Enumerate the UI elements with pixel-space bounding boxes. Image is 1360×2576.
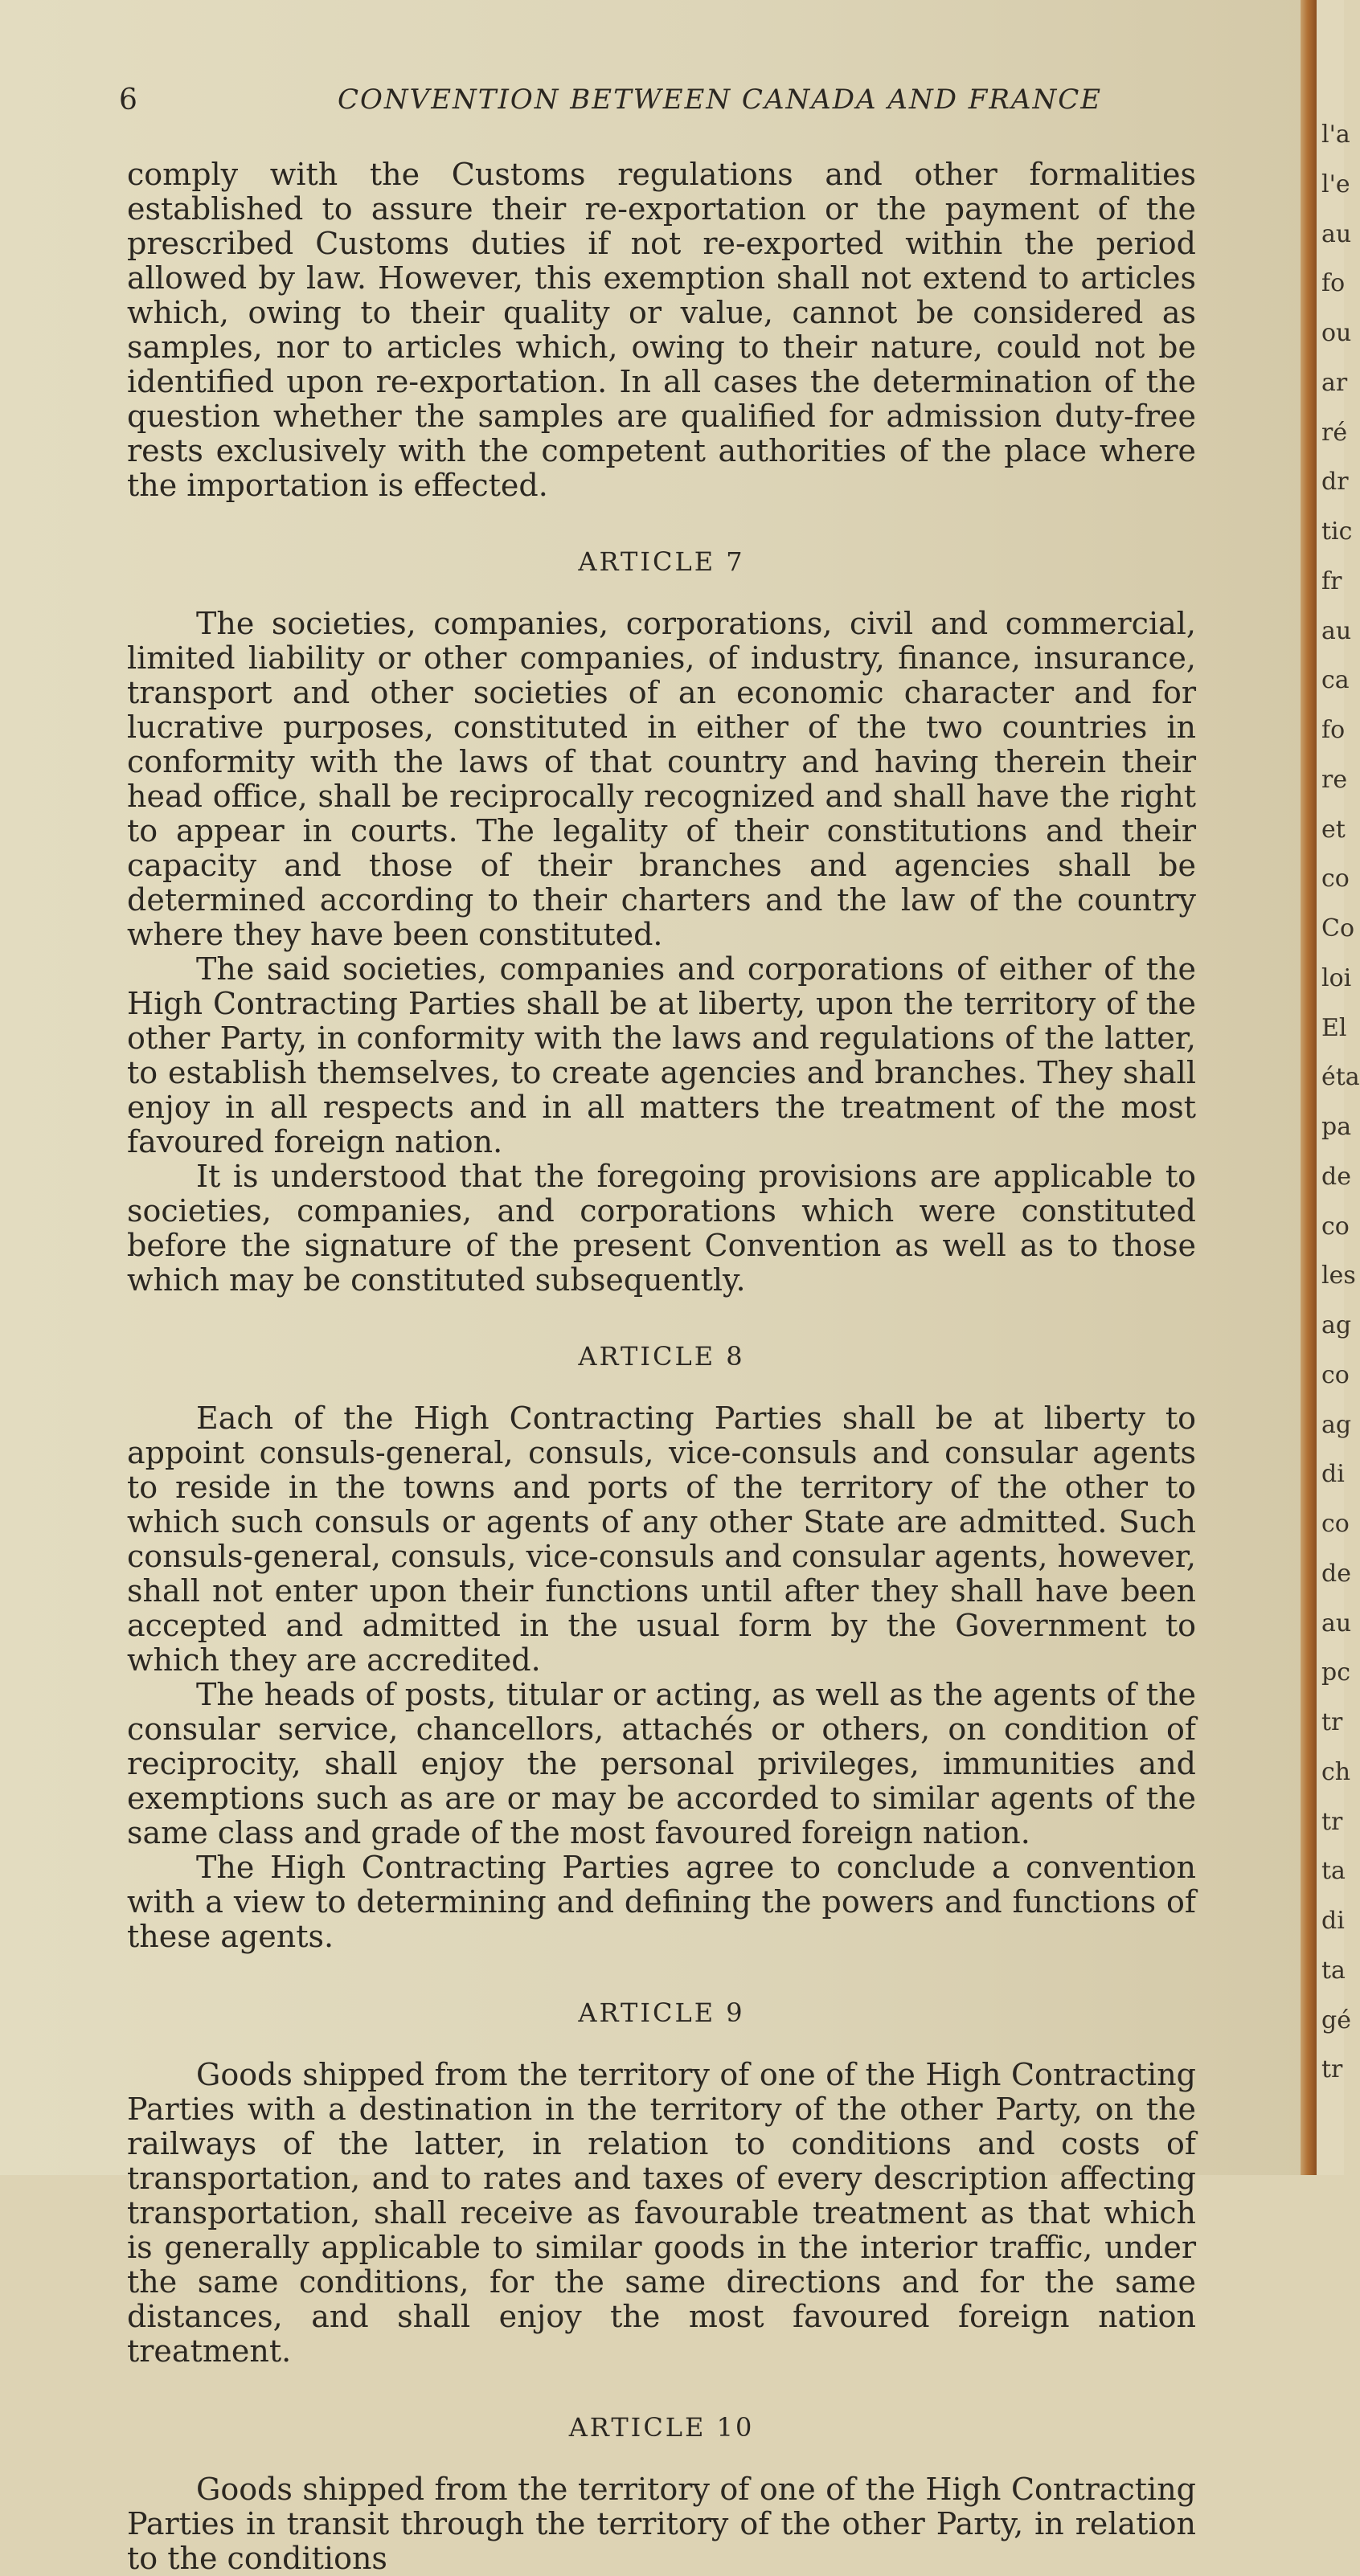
facing-page-fragment: au: [1321, 616, 1352, 645]
facing-page-fragment: ca: [1321, 666, 1350, 695]
page-header: [119, 84, 1164, 124]
facing-page-fragment: tic: [1321, 517, 1353, 546]
facing-page-fragment: tr: [1321, 2055, 1343, 2084]
facing-page-fragment: di: [1321, 1460, 1345, 1489]
facing-page-fragment: tr: [1321, 1708, 1343, 1736]
paragraph: Goods shipped from the territory of one of the High Contracting Parties in transit through the territory of the other Party, in relation to the conditions: [127, 2472, 1196, 2576]
facing-page-fragment: ou: [1321, 319, 1352, 347]
facing-page-fragment: au: [1321, 1609, 1352, 1638]
paragraph: The said societies, companies and corporations of either of the High Contracting Parties shall be at liberty, upon the territory of the other Party, in conformity with the laws and regulations of the latter, to establish themselves, to create agencies and branches. They shall enjoy in all respects and in all matters the treatment of the most favoured foreign nation.: [127, 951, 1196, 1159]
facing-page-fragment: co: [1321, 1212, 1350, 1241]
facing-page-fragment: ar: [1321, 368, 1348, 397]
facing-page-fragment: et: [1321, 815, 1346, 844]
facing-page-fragment: fo: [1321, 269, 1346, 298]
paragraph: Each of the High Contracting Parties shall be at liberty to appoint consuls-general, consuls, vice-consuls and consular agents to reside in the towns and ports of the territory of the other to which such consuls or agents of any other State are admitted. Such consuls-general, consuls, vice-consuls and consular agents, however, shall not enter upon their functions until after they shall have been accepted and admitted in the usual form by the Government to which they are accredited.: [127, 1400, 1196, 1678]
facing-page-fragment: les: [1321, 1261, 1356, 1290]
facing-page-fragment: l'e: [1321, 170, 1350, 198]
facing-page-fragment: co: [1321, 865, 1350, 893]
facing-page-fragment: ré: [1321, 418, 1348, 447]
facing-page-fragment: re: [1321, 765, 1348, 794]
facing-page-fragment: fo: [1321, 716, 1346, 744]
facing-page-fragment: gé: [1321, 2006, 1351, 2034]
paragraph: Goods shipped from the territory of one of the High Contracting Parties with a destination in the territory of the other Party, on the railways of the latter, in relation to conditions and costs of transportation, and to rates and taxes of every description affecting transportation, shall receive as favourable treatment as that which is generally applicable to similar goods in the interior traffic, under the same conditions, for the same directions and for the same distances, and shall enjoy the most favoured foreign nation treatment.: [127, 2057, 1196, 2369]
facing-page-fragment: l'a: [1321, 121, 1350, 149]
facing-page-fragment: pc: [1321, 1658, 1351, 1687]
book-gutter: [1301, 0, 1317, 2175]
facing-page-fragment: dr: [1321, 468, 1349, 497]
facing-page-edge: [1317, 0, 1360, 2175]
facing-page-fragment: El: [1321, 1013, 1347, 1042]
facing-page-fragment: ag: [1321, 1311, 1352, 1339]
facing-page-fragment: ch: [1321, 1757, 1351, 1786]
article-heading: ARTICLE 10: [568, 2412, 755, 2443]
paragraph: The High Contracting Parties agree to conclude a convention with a view to determining and defining the powers and functions of these agents.: [127, 1850, 1196, 1954]
facing-page-fragment: di: [1321, 1907, 1345, 1935]
facing-page-fragment: de: [1321, 1559, 1351, 1588]
facing-page-fragment: loi: [1321, 963, 1352, 992]
facing-page-fragment: au: [1321, 219, 1352, 248]
paragraph: The heads of posts, titular or acting, as well as the agents of the consular service, chancellors, attachés or others, on condition of reciprocity, shall enjoy the personal privileges, immunities and exemptions such as are or may be accorded to similar agents of the same class and grade of the most favoured foreign nation.: [127, 1677, 1196, 1850]
paragraph: It is understood that the foregoing provisions are applicable to societies, companies, and corporations which were constituted before the signature of the present Convention as well as to those which may be constituted subsequently.: [127, 1159, 1196, 1298]
facing-page-fragment: de: [1321, 1162, 1351, 1191]
facing-page-fragment: pa: [1321, 1113, 1352, 1141]
paragraph: comply with the Customs regulations and other formalities established to assure their re-exportation or the payment of the prescribed Customs duties if not re-exported within the period allowed by law. However, this exemption shall not extend to articles which, owing to their quality or value, cannot be considered as samples, nor to articles which, owing to their nature, could not be identified upon re-exportation. In all cases the determination of the question whether the samples are qualified for admission duty-free rests exclusively with the competent authorities of the place where the importation is effected.: [127, 157, 1196, 503]
article-heading: ARTICLE 9: [578, 1997, 745, 2028]
paragraph: The societies, companies, corporations, civil and commercial, limited liability or other companies, of industry, finance, insurance, transport and other societies of an economic character and for lucrative purposes, constituted in either of the two countries in conformity with the laws of that country and having therein their head office, shall be reciprocally recognized and shall have the right to appear in courts. The legality of their constitutions and their capacity and those of their branches and agencies shall be determined according to their charters and the law of the country where they have been constituted.: [127, 606, 1196, 952]
article-heading: ARTICLE 8: [578, 1341, 745, 1372]
facing-page-fragment: éta: [1321, 1063, 1360, 1092]
facing-page-fragment: tr: [1321, 1807, 1343, 1836]
document-body: [127, 157, 1196, 2576]
facing-page-fragment: ta: [1321, 1956, 1346, 1985]
article-heading: ARTICLE 7: [578, 546, 745, 577]
facing-page-fragment: Co: [1321, 914, 1355, 942]
page-number: 6: [119, 84, 137, 117]
running-title: CONVENTION BETWEEN CANADA AND FRANCE: [338, 84, 1103, 116]
facing-page-fragment: fr: [1321, 566, 1342, 595]
facing-page-fragment: co: [1321, 1510, 1350, 1538]
facing-page-fragment: ag: [1321, 1410, 1352, 1439]
facing-page-fragment: ta: [1321, 1857, 1346, 1886]
facing-page-fragment: co: [1321, 1360, 1350, 1389]
